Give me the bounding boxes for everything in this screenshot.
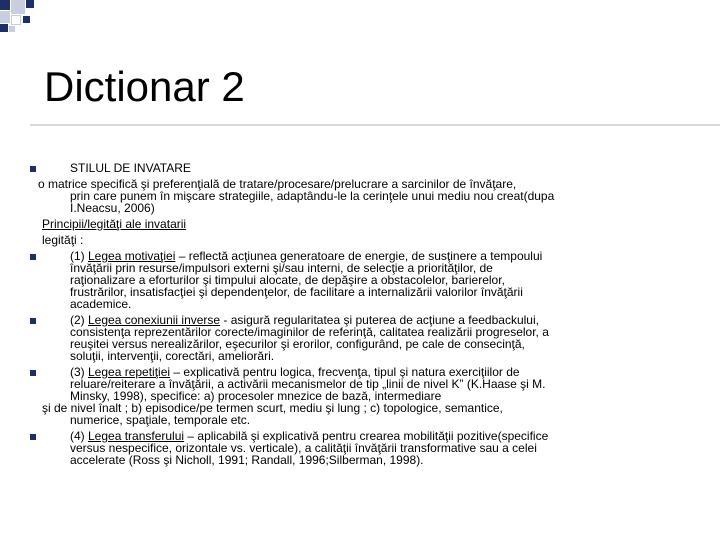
item-3-number: (3) — [70, 365, 88, 379]
item-1-law: Legea motivaţiei — [88, 249, 176, 263]
square-bullet-icon — [30, 370, 36, 376]
item-2-number: (2) — [70, 313, 88, 327]
slide-title: Dictionar 2 — [44, 63, 245, 110]
item-3-line-2: reluare/reiterare a învăţării, a activării mecanismelor de tip „linii de nivel K” (K.Haase şi M. — [70, 377, 546, 391]
style-heading: STILUL DE INVATARE — [70, 161, 191, 175]
law-item-2 — [30, 314, 690, 362]
item-1-line-5: academice. — [70, 297, 132, 311]
deco-square-4 — [11, 15, 21, 25]
item-4-line-3: accelerate (Ross şi Nicholl, 1991; Randall, 1996;Silberman, 1998). — [70, 453, 424, 467]
intro-paragraph — [30, 178, 690, 214]
item-3-text: – explicativă pentru logica, frecvenţa, tipul şi natura exerciţiilor de — [170, 365, 520, 379]
deco-square-2 — [11, 0, 25, 14]
item-1-line-2: învăţării prin resurse/impulsori externi şi/sau interni, de selecţie a priorităţilor, de — [70, 261, 493, 275]
item-3-continuation — [30, 402, 690, 426]
intro-line-2: prin care punem în mişcare strategiile, adaptându-le la cerinţele unui mediu nou creat(dupa — [70, 189, 555, 203]
item-1-line-3: raţionalizare a eforturilor şi timpului alocate, de depăşire a obstacolelor, barierelor, — [70, 273, 505, 287]
heading-paragraph — [30, 162, 690, 174]
item-1-line-4: frustrărilor, insatisfacţiei şi dependenţelor, de facilitare a internalizării valorilor învăţării — [70, 285, 523, 299]
deco-square-8 — [9, 26, 15, 32]
item-3-law: Legea repetiţiei — [88, 365, 171, 379]
square-bullet-icon — [30, 254, 36, 260]
item-1-number: (1) — [70, 249, 88, 263]
item-2-line-2: consistenţa reprezentărilor corecte/imaginilor de referinţă, calitatea realizării progreselor, a — [70, 325, 549, 339]
intro-line-3: I.Neacsu, 2006) — [70, 201, 155, 215]
deco-square-7 — [0, 24, 8, 32]
item-4-line-2: versus nespecifice, orizontale vs. verticale), a calităţii învăţării transformative sau a celei — [70, 441, 537, 455]
item-3-line-3: Minsky, 1998), specifice: a) procesoler mnezice de bază, intermediare — [70, 389, 442, 403]
square-bullet-icon — [30, 166, 36, 172]
slide-body — [30, 162, 690, 466]
deco-square-5 — [26, 0, 34, 8]
item-4-text: – aplicabilă şi explicativă pentru crearea mobilităţii pozitive(specifice — [184, 429, 549, 443]
law-item-1 — [30, 250, 690, 310]
intro-line-1: o matrice specifică şi preferenţială de tratare/procesare/prelucrare a sarcinilor de învăţare, — [38, 177, 517, 191]
item-2-line-3: reuşitei versus nerealizărilor, eşecurilor şi erorilor, configurând, pe cale de consecinţă, — [70, 337, 525, 351]
item-3-line-5: numerice, spaţiale, temporale etc. — [70, 413, 251, 427]
legitati-label — [30, 234, 690, 246]
item-3-line-4: şi de nivel înalt ; b) episodice/pe termen scurt, mediu şi lung ; c) topologice, semantice, — [42, 401, 503, 415]
square-bullet-icon — [30, 434, 36, 440]
item-4-number: (4) — [70, 429, 88, 443]
item-2-line-4: soluţii, intervenţii, corectări, ameliorări. — [70, 349, 275, 363]
principles-heading-text: Principii/legităţi ale invatarii — [42, 217, 187, 231]
principles-heading — [30, 218, 690, 230]
item-4-law: Legea transferului — [88, 429, 185, 443]
law-item-3 — [30, 366, 690, 402]
square-bullet-icon — [30, 318, 36, 324]
item-2-law: Legea conexiunii inverse — [88, 313, 221, 327]
deco-square-6 — [23, 16, 30, 23]
legitati-text: legităţi : — [42, 233, 84, 247]
deco-square-3 — [0, 11, 10, 23]
deco-square-1 — [0, 0, 10, 10]
law-item-4 — [30, 430, 690, 466]
item-2-text: - asigură regularitatea şi puterea de acţiune a feedbackului, — [220, 313, 539, 327]
title-divider — [30, 124, 720, 126]
item-1-text: – reflectă acţiunea generatoare de energie, de susţinere a tempoului — [175, 249, 543, 263]
